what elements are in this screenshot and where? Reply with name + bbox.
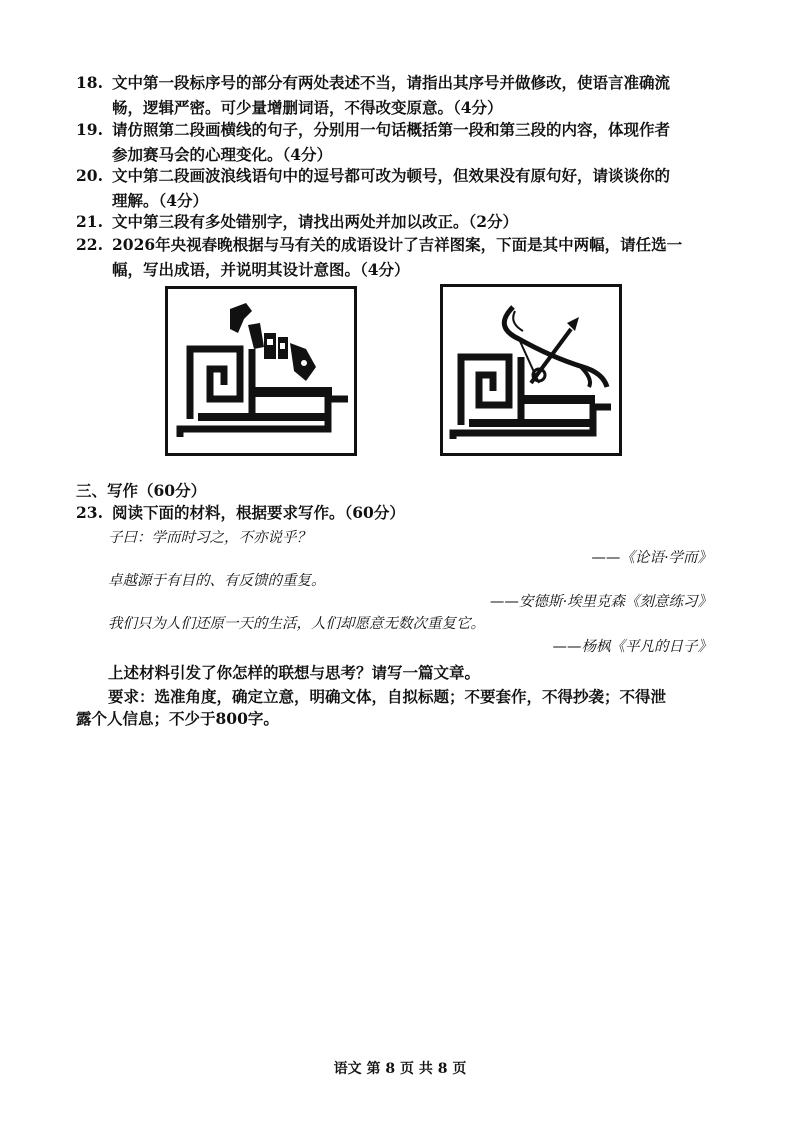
question-text-line: 2026年央视春晚根据与马有关的成语设计了吉祥图案，下面是其中两幅，请任选一 xyxy=(112,235,683,254)
question-number: 22. xyxy=(76,235,103,254)
writing-prompt: 上述材料引发了你怎样的联想与思考？请写一篇文章。 xyxy=(108,663,481,682)
question-text-line: 文中第一段标序号的部分有两处表述不当，请指出其序号并做修改，使语言准确流 xyxy=(112,73,671,92)
figure-horse-bow-arrow xyxy=(440,284,622,456)
question-21 xyxy=(76,209,716,234)
question-23-text: 阅读下面的材料，根据要求写作。（60分） xyxy=(112,503,405,522)
question-18 xyxy=(76,70,716,120)
horse-banner-icon xyxy=(168,289,354,453)
material-quote-2: 卓越源于有目的、有反馈的重复。 xyxy=(108,573,326,589)
question-22 xyxy=(76,232,716,282)
question-number: 20. xyxy=(76,166,103,185)
figure-horse-banner xyxy=(165,286,357,456)
question-text-line: 幅，写出成语，并说明其设计意图。（4分） xyxy=(112,260,410,279)
question-text-line: 畅，逻辑严密。可少量增删词语，不得改变原意。（4分） xyxy=(112,98,503,117)
writing-requirements-line-2: 露个人信息；不少于800字。 xyxy=(76,709,279,728)
question-number: 19. xyxy=(76,120,103,139)
section-heading: 三、写作（60分） xyxy=(76,481,207,500)
question-number: 21. xyxy=(76,212,103,231)
material-source-1: ——《论语·学而》 xyxy=(591,550,712,566)
question-23-number: 23. xyxy=(76,503,103,522)
question-text-line: 理解。（4分） xyxy=(112,191,209,210)
material-source-2: ——安德斯·埃里克森《刻意练习》 xyxy=(489,594,712,610)
question-text-line: 文中第二段画波浪线语句中的逗号都可改为顿号，但效果没有原句好，请谈谈你的 xyxy=(112,166,671,185)
question-text-line: 请仿照第二段画横线的句子，分别用一句话概括第一段和第三段的内容，体现作者 xyxy=(112,120,671,139)
question-number: 18. xyxy=(76,73,103,92)
question-19 xyxy=(76,117,716,167)
question-20 xyxy=(76,163,716,213)
material-quote-1: 子曰：学而时习之，不亦说乎？ xyxy=(108,530,311,546)
writing-requirements-line-1: 要求：选准角度，确定立意，明确文体，自拟标题；不要套作，不得抄袭；不得泄 xyxy=(108,687,667,706)
material-quote-3: 我们只为人们还原一天的生活，人们却愿意无数次重复它。 xyxy=(108,616,485,632)
question-text-line: 文中第三段有多处错别字，请找出两处并加以改正。（2分） xyxy=(112,212,519,231)
horse-bow-arrow-icon xyxy=(443,287,619,453)
material-source-3: ——杨枫《平凡的日子》 xyxy=(552,639,712,655)
page-footer: 语文 第 8 页 共 8 页 xyxy=(333,1061,467,1077)
question-text-line: 参加赛马会的心理变化。（4分） xyxy=(112,145,333,164)
